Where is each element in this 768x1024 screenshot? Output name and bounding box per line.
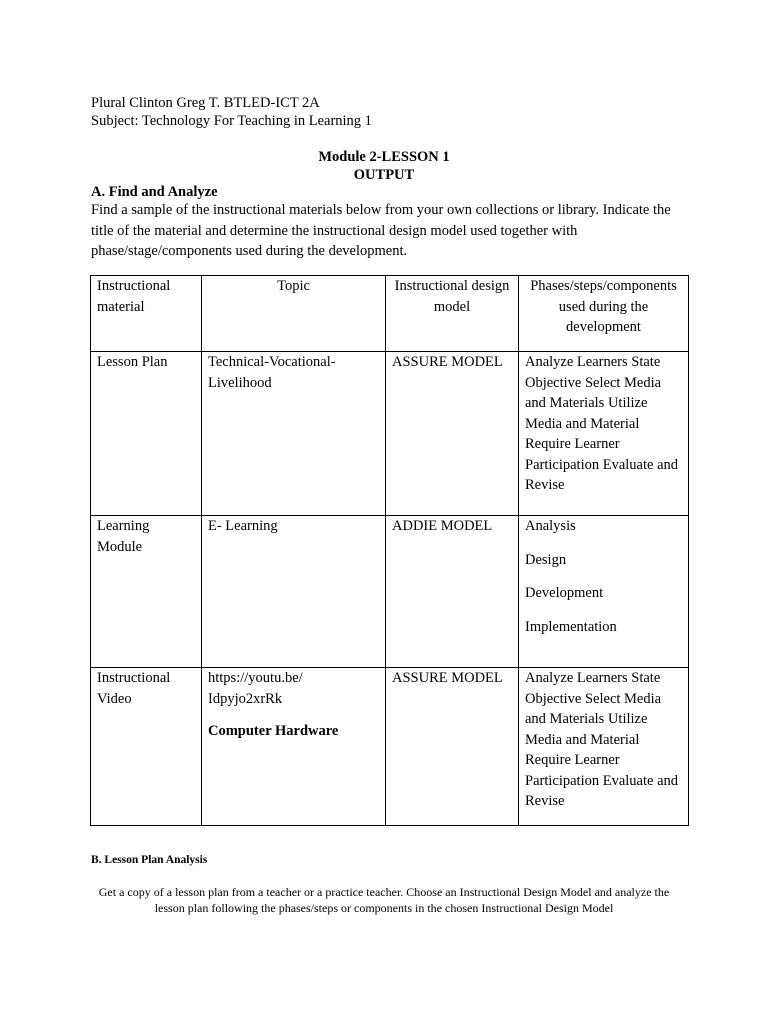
cell-model: ASSURE MODEL: [386, 668, 519, 826]
table-row: [91, 516, 689, 668]
cell-material: Instructional Video: [91, 668, 202, 826]
cell-topic: [202, 668, 386, 826]
cell-phases: Analyze Learners State Objective Select Media and Materials Utilize Media and Material Require Learner Participation Evaluate and Revise: [519, 668, 689, 826]
table-row: [91, 352, 689, 516]
header-topic: Topic: [202, 276, 386, 352]
cell-model: ADDIE MODEL: [386, 516, 519, 668]
phase-item: Implementation: [525, 618, 617, 635]
header-material: Instructional material: [91, 276, 202, 352]
cell-phases: Analyze Learners State Objective Select Media and Materials Utilize Media and Material Require Learner Participation Evaluate and Revise: [519, 352, 689, 516]
table-row: [91, 668, 689, 826]
instructional-materials-table: [90, 275, 689, 826]
cell-topic: E- Learning: [202, 516, 386, 668]
cell-material: Lesson Plan: [91, 352, 202, 516]
section-b-heading: B. Lesson Plan Analysis: [91, 854, 208, 866]
module-title: Module 2-LESSON 1: [318, 149, 450, 165]
section-a-heading: A. Find and Analyze: [91, 184, 218, 200]
phase-item: Development: [525, 585, 604, 601]
cell-phases: [519, 516, 689, 668]
section-a-paragraph: Find a sample of the instructional materials below from your own collections or library. Indicate the title of the material and determine the instructional design model used together with phase/stage/components used during the development.: [91, 202, 671, 259]
section-b-instruction: Get a copy of a lesson plan from a teacher or a practice teacher. Choose an Instructional Design Model and analyze the lesson plan following the phases/steps or components in the chosen Instructional Design Model: [98, 885, 670, 915]
cell-model: ASSURE MODEL: [386, 352, 519, 516]
cell-topic: Technical-Vocational-Livelihood: [202, 352, 386, 516]
video-topic-title: Computer Hardware: [208, 723, 339, 739]
phase-item: Design: [525, 551, 567, 568]
header-model: Instructional design model: [386, 276, 519, 352]
output-title: OUTPUT: [353, 167, 415, 183]
table-header-row: [91, 276, 689, 352]
header-phases: Phases/steps/components used during the development: [519, 276, 689, 352]
student-name-line: Plural Clinton Greg T. BTLED-ICT 2A: [91, 95, 320, 111]
cell-material: Learning Module: [91, 516, 202, 668]
phase-item: Analysis: [525, 518, 576, 534]
video-link[interactable]: https://youtu.be/ Idpyjo2xrRk: [208, 670, 303, 707]
subject-line: Subject: Technology For Teaching in Learning 1: [91, 113, 372, 129]
